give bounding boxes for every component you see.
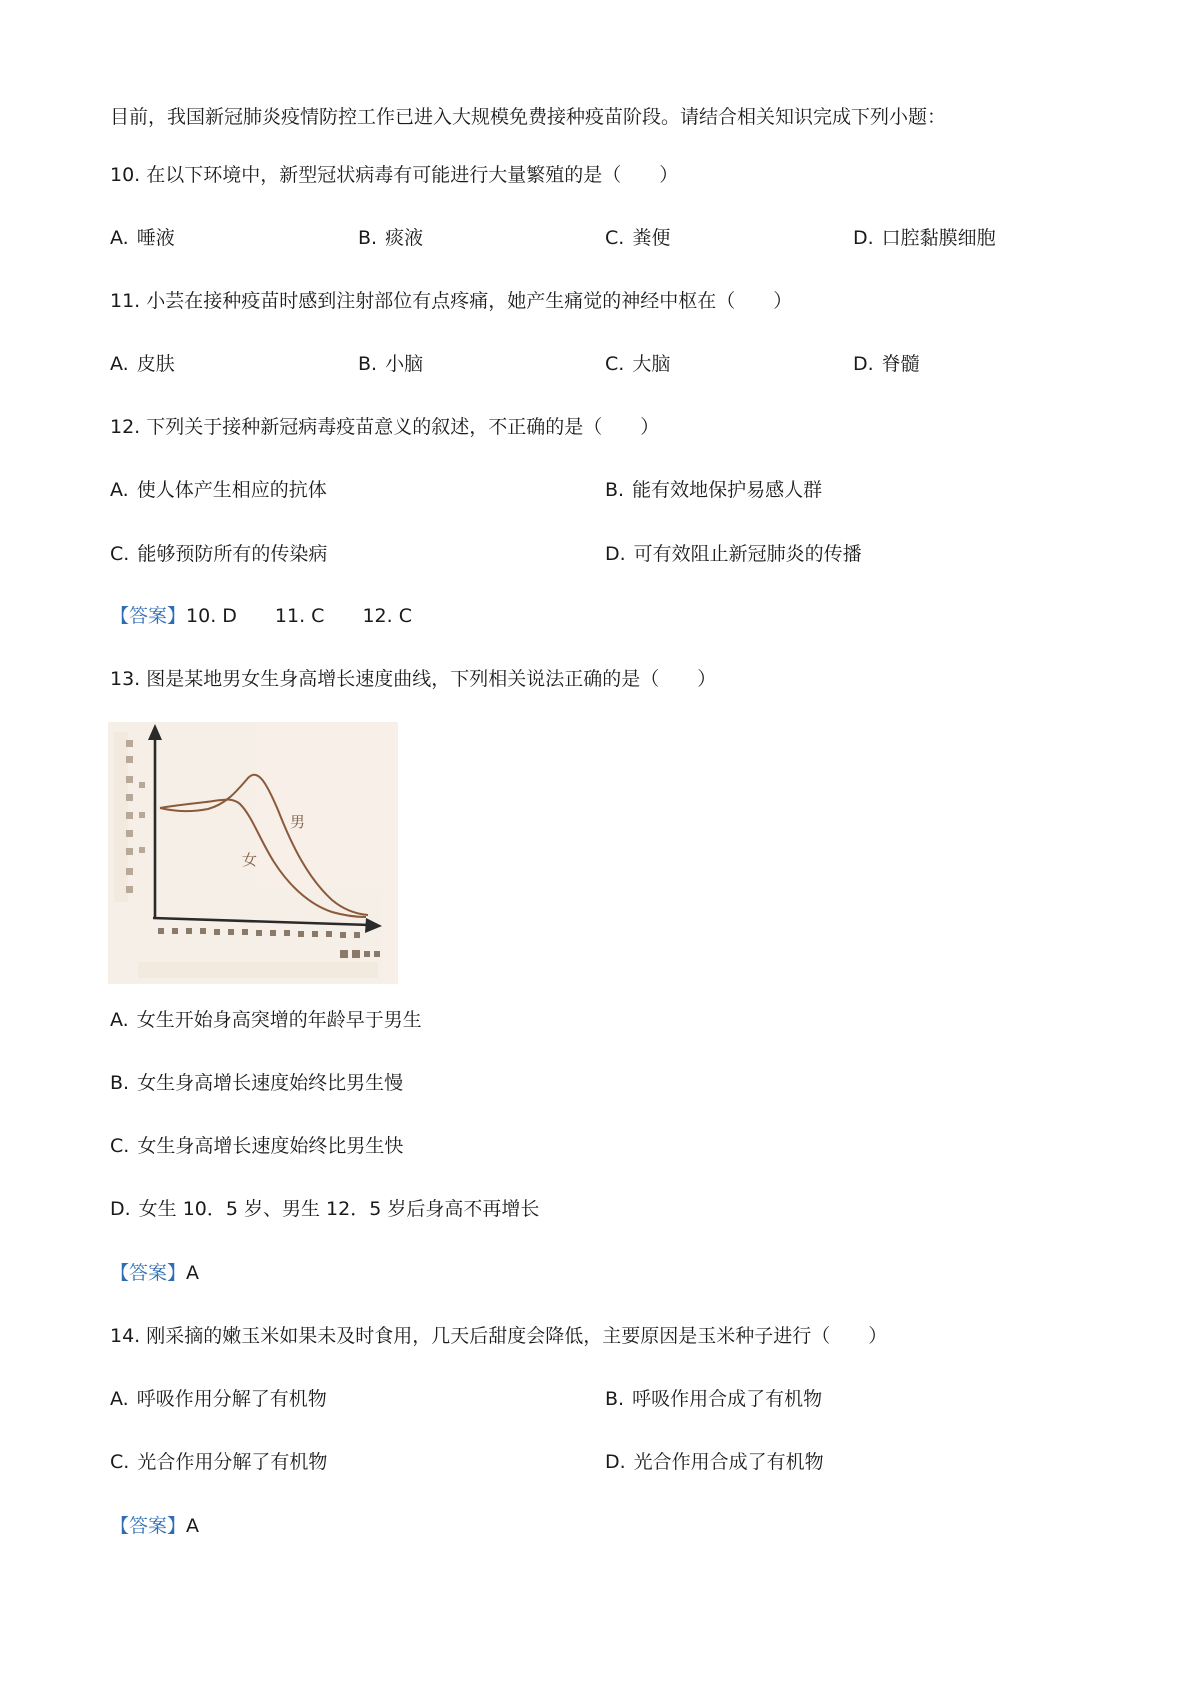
- q14-option-c: [110, 1449, 327, 1475]
- option-letter: B.: [358, 227, 378, 249]
- q11-stem: 11. 小芸在接种疫苗时感到注射部位有点疼痛，她产生痛觉的神经中枢在（ ）: [110, 290, 793, 312]
- option-text: 女生 10．5 岁、男生 12．5 岁后身高不再增长: [138, 1198, 540, 1220]
- answer-tag: 【答案】: [110, 1515, 187, 1537]
- q11-option-a: [110, 351, 175, 377]
- option-text: 光合作用合成了有机物: [633, 1451, 824, 1473]
- growth-curve-figure: [108, 722, 398, 984]
- option-text: 粪便: [632, 227, 671, 249]
- answer-item: 12. C: [362, 605, 412, 627]
- q11-option-c: [605, 351, 670, 377]
- answer-14: [110, 1513, 199, 1539]
- option-letter: C.: [605, 227, 625, 249]
- option-letter: C.: [110, 543, 130, 565]
- option-text: 女生开始身高突增的年龄早于男生: [136, 1009, 422, 1031]
- q10-option-b: [358, 225, 423, 251]
- option-letter: A.: [110, 1388, 129, 1410]
- option-text: 大脑: [632, 353, 671, 375]
- option-letter: B.: [605, 1388, 625, 1410]
- growth-curve-svg: [108, 722, 398, 984]
- option-letter: B.: [110, 1072, 130, 1094]
- q14-option-a: [110, 1386, 327, 1412]
- answer-item: 11. C: [274, 605, 325, 627]
- male-label: 男: [290, 813, 306, 831]
- option-letter: C.: [605, 353, 625, 375]
- option-letter: C.: [110, 1135, 130, 1157]
- option-letter: D.: [605, 1451, 626, 1473]
- option-text: 可有效阻止新冠肺炎的传播: [633, 543, 862, 565]
- q14-option-d: [605, 1449, 824, 1475]
- option-text: 光合作用分解了有机物: [137, 1451, 328, 1473]
- option-letter: B.: [605, 479, 625, 501]
- option-text: 小脑: [385, 353, 424, 375]
- option-text: 能有效地保护易感人群: [632, 479, 823, 501]
- answer-value: A: [186, 1515, 200, 1537]
- q11-option-d: [853, 351, 920, 377]
- option-text: 脊髓: [881, 353, 920, 375]
- q13-option-b: [110, 1070, 403, 1096]
- q10-option-d: [853, 225, 996, 251]
- option-letter: D.: [853, 227, 874, 249]
- answer-tag: 【答案】: [110, 605, 187, 627]
- option-text: 呼吸作用分解了有机物: [136, 1388, 327, 1410]
- option-letter: A.: [110, 479, 129, 501]
- option-text: 使人体产生相应的抗体: [136, 479, 327, 501]
- answer-item: 10. D: [186, 605, 237, 627]
- answer-group-10-12: [110, 603, 412, 629]
- option-letter: A.: [110, 1009, 129, 1031]
- q11-option-b: [358, 351, 423, 377]
- answer-value: A: [186, 1262, 200, 1284]
- q12-option-c: [110, 541, 327, 567]
- option-letter: A.: [110, 353, 129, 375]
- option-text: 痰液: [385, 227, 424, 249]
- q14-stem: 14. 刚采摘的嫩玉米如果未及时食用，几天后甜度会降低，主要原因是玉米种子进行（ ）: [110, 1325, 888, 1347]
- option-text: 皮肤: [136, 353, 175, 375]
- option-text: 呼吸作用合成了有机物: [632, 1388, 823, 1410]
- q13-stem: 13. 图是某地男女生身高增长速度曲线，下列相关说法正确的是（ ）: [110, 668, 717, 690]
- option-letter: C.: [110, 1451, 130, 1473]
- q10-option-a: [110, 225, 175, 251]
- x-axis-title-blur: [340, 950, 380, 958]
- q12-option-d: [605, 541, 862, 567]
- female-label: 女: [242, 851, 258, 869]
- q12-option-b: [605, 477, 822, 503]
- option-text: 唾液: [136, 227, 175, 249]
- option-text: 女生身高增长速度始终比男生慢: [137, 1072, 404, 1094]
- q10-stem: 10. 在以下环境中，新型冠状病毒有可能进行大量繁殖的是（ ）: [110, 164, 679, 186]
- option-letter: A.: [110, 227, 129, 249]
- option-letter: B.: [358, 353, 378, 375]
- answer-13: [110, 1260, 199, 1286]
- q13-option-a: [110, 1007, 422, 1033]
- option-letter: D.: [605, 543, 626, 565]
- option-letter: D.: [110, 1198, 131, 1220]
- intro-text: 目前，我国新冠肺炎疫情防控工作已进入大规模免费接种疫苗阶段。请结合相关知识完成下列小题：: [110, 106, 947, 128]
- q13-option-d: [110, 1196, 539, 1222]
- option-text: 女生身高增长速度始终比男生快: [137, 1135, 404, 1157]
- option-letter: D.: [853, 353, 874, 375]
- option-text: 口腔黏膜细胞: [881, 227, 996, 249]
- q14-option-b: [605, 1386, 822, 1412]
- answer-tag: 【答案】: [110, 1262, 187, 1284]
- q12-option-a: [110, 477, 327, 503]
- option-text: 能够预防所有的传染病: [137, 543, 328, 565]
- q10-option-c: [605, 225, 670, 251]
- q12-stem: 12. 下列关于接种新冠病毒疫苗意义的叙述，不正确的是（ ）: [110, 416, 660, 438]
- q13-option-c: [110, 1133, 403, 1159]
